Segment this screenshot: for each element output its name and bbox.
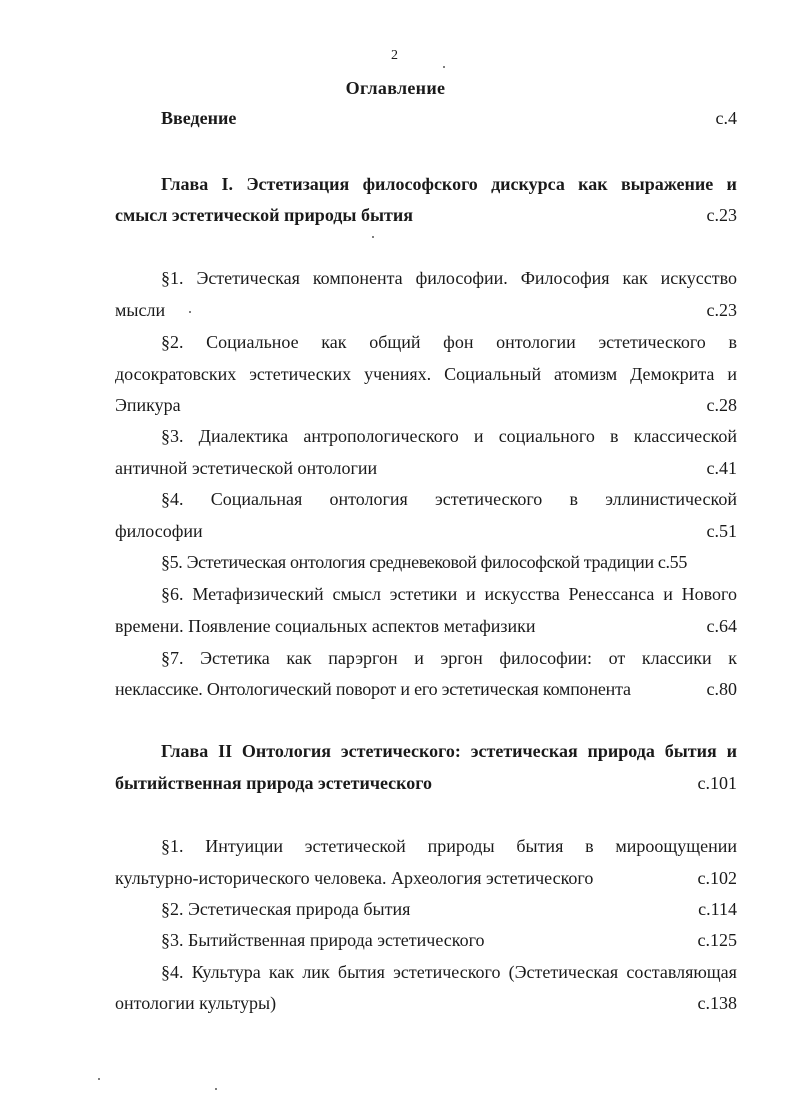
- toc-word: мироощущении: [615, 836, 737, 856]
- toc-word: составляющая: [626, 962, 737, 982]
- toc-entry-line: [161, 489, 737, 510]
- toc-word: Глава: [161, 174, 209, 194]
- toc-entry-introduction[interactable]: [161, 108, 737, 129]
- toc-word: Интуиции: [205, 836, 284, 856]
- toc-entry-label: Введение: [161, 108, 237, 128]
- toc-word: как: [286, 648, 312, 668]
- toc-word: дискурса: [491, 174, 565, 194]
- toc-word: Социальная: [210, 489, 303, 509]
- toc-word: и: [726, 174, 737, 194]
- toc-word: онтология: [329, 489, 408, 509]
- toc-page-number: с.23: [706, 300, 737, 320]
- toc-entry-line: [161, 332, 737, 353]
- toc-word: как: [622, 268, 648, 288]
- toc-word: смысл: [332, 584, 381, 604]
- page-title: Оглавление: [345, 78, 446, 98]
- toc-word: §2.: [161, 332, 184, 352]
- toc-entry-text: §3. Бытийственная природа эстетического: [161, 930, 485, 950]
- toc-word: эстетических: [249, 364, 352, 384]
- toc-entry-line: [161, 836, 737, 857]
- toc-word: Культура: [191, 962, 261, 982]
- toc-entry-section-1-2[interactable]: [115, 395, 737, 416]
- toc-entry-section-2-3[interactable]: [161, 930, 737, 951]
- toc-word: философского: [362, 174, 478, 194]
- toc-word: §6.: [161, 584, 184, 604]
- toc-word: в: [610, 426, 619, 446]
- toc-word: философии:: [499, 648, 593, 668]
- toc-page-number: с.138: [697, 993, 737, 1013]
- toc-entry-section-2-2[interactable]: [161, 899, 737, 920]
- toc-page-number: с.125: [697, 930, 737, 950]
- toc-word: и: [663, 584, 673, 604]
- toc-entry-chapter-1[interactable]: [115, 205, 737, 226]
- toc-word: искусства: [484, 584, 560, 604]
- toc-entry-text: философии: [115, 521, 203, 541]
- toc-word: бытия: [516, 836, 564, 856]
- toc-word: §7.: [161, 648, 184, 668]
- toc-word: и: [414, 648, 424, 668]
- toc-entry-line: [115, 364, 737, 385]
- toc-entry-section-2-1[interactable]: [115, 868, 737, 889]
- toc-entry-text: культурно-исторического человека. Археология эстетического: [115, 868, 594, 888]
- toc-word: выражение: [620, 174, 714, 194]
- scan-speck: [372, 236, 374, 238]
- toc-word: парэргон: [328, 648, 398, 668]
- toc-entry-line: [161, 584, 737, 605]
- toc-word: и: [473, 426, 484, 446]
- toc-word: эстетической: [304, 836, 406, 856]
- toc-word: эстетики: [389, 584, 458, 604]
- toc-word: Глава: [161, 741, 209, 761]
- toc-word: учениях.: [364, 364, 432, 384]
- toc-word: социального: [498, 426, 595, 446]
- toc-word: классики: [641, 648, 712, 668]
- toc-word: Эстетическая: [196, 268, 300, 288]
- chapter-heading-line2: бытийственная природа эстетического: [115, 773, 433, 793]
- toc-word: Метафизический: [192, 584, 324, 604]
- toc-word: искусство: [660, 268, 737, 288]
- toc-entry-line: [161, 962, 737, 983]
- toc-word: фон: [443, 332, 474, 352]
- toc-word: II: [218, 741, 233, 761]
- chapter-heading-line2: смысл эстетической природы бытия: [115, 205, 413, 225]
- toc-word: философии.: [415, 268, 508, 288]
- toc-word: Социальный: [444, 364, 542, 384]
- toc-entry-text: времени. Появление социальных аспектов метафизики: [115, 616, 536, 636]
- toc-word: как: [578, 174, 608, 194]
- scan-speck: [215, 1088, 217, 1090]
- toc-page-number: с.114: [698, 899, 737, 919]
- toc-word: эллинистической: [605, 489, 737, 509]
- toc-word: Ренессанса: [568, 584, 655, 604]
- toc-page-number: с.23: [706, 205, 737, 225]
- toc-word: как: [321, 332, 347, 352]
- toc-entry-text: неклассике. Онтологический поворот и его эстетическая компонента: [115, 679, 631, 699]
- toc-word: от: [608, 648, 626, 668]
- toc-word: §4.: [161, 489, 184, 509]
- toc-word: классической: [633, 426, 737, 446]
- toc-word: §4.: [161, 962, 184, 982]
- toc-entry-text: Эпикура: [115, 395, 181, 415]
- toc-word: досократовских: [115, 364, 237, 384]
- toc-word: бытия: [337, 962, 385, 982]
- toc-word: и: [727, 364, 737, 384]
- toc-word: в: [569, 489, 579, 509]
- toc-entry-section-2-4[interactable]: [115, 993, 737, 1014]
- toc-entry-text: мысли: [115, 300, 166, 320]
- toc-word: природа: [587, 741, 655, 761]
- toc-word: (Эстетическая: [508, 962, 619, 982]
- toc-word: Эстетизация: [246, 174, 350, 194]
- toc-entry-chapter-2[interactable]: [115, 773, 737, 794]
- toc-word: в: [728, 332, 737, 352]
- scan-speck: [98, 1078, 100, 1080]
- toc-word: компонента: [312, 268, 403, 288]
- toc-word: природы: [427, 836, 495, 856]
- toc-entry-section-1-6[interactable]: [115, 616, 737, 637]
- toc-entry-section-1-4[interactable]: [115, 521, 737, 542]
- toc-word: общий: [369, 332, 421, 352]
- toc-page-number: с.102: [697, 868, 737, 888]
- toc-word: атомизм: [554, 364, 618, 384]
- toc-page-number: с.64: [706, 616, 737, 636]
- toc-page-number: с.80: [706, 679, 737, 699]
- toc-word: эстетического: [434, 489, 543, 509]
- toc-word: Диалектика: [198, 426, 289, 446]
- toc-word: как: [268, 962, 295, 982]
- toc-page-number: с.28: [706, 395, 737, 415]
- toc-word: §1.: [161, 268, 184, 288]
- toc-word: I.: [221, 174, 234, 194]
- scan-speck: [189, 311, 191, 313]
- toc-word: антропологического: [303, 426, 459, 446]
- toc-entry-section-1-3[interactable]: [115, 458, 737, 479]
- toc-entry-line: [161, 268, 737, 289]
- toc-entry-section-1-7[interactable]: [115, 679, 737, 700]
- toc-word: Нового: [681, 584, 737, 604]
- toc-word: онтологии: [496, 332, 576, 352]
- toc-word: эстетического: [393, 962, 501, 982]
- toc-word: §1.: [161, 836, 184, 856]
- toc-word: Демокрита: [630, 364, 715, 384]
- chapter-heading-line1: [161, 741, 737, 762]
- toc-word: Философия: [520, 268, 610, 288]
- page-number: 2: [391, 48, 398, 63]
- toc-word: и: [466, 584, 476, 604]
- toc-word: к: [728, 648, 737, 668]
- toc-word: в: [585, 836, 594, 856]
- toc-word: эргон: [440, 648, 483, 668]
- toc-word: Эстетика: [200, 648, 270, 668]
- toc-page-number: с.101: [697, 773, 737, 793]
- toc-word: Онтология: [241, 741, 332, 761]
- toc-word: лик: [302, 962, 330, 982]
- toc-word: §3.: [161, 426, 184, 446]
- toc-word: эстетического:: [340, 741, 461, 761]
- toc-word: эстетическая: [470, 741, 578, 761]
- toc-page-number: с.51: [706, 521, 737, 541]
- toc-word: и: [726, 741, 737, 761]
- toc-entry-line: [161, 426, 737, 447]
- toc-entry-text: онтологии культуры): [115, 993, 277, 1013]
- chapter-heading-line1: [161, 174, 737, 195]
- toc-page-number: с.41: [706, 458, 737, 478]
- toc-word: Социальное: [206, 332, 299, 352]
- toc-word: эстетического: [598, 332, 706, 352]
- toc-entry-section-1-5[interactable]: §5. Эстетическая онтология средневековой философской традиции с.55: [161, 552, 687, 572]
- toc-word: бытия: [664, 741, 717, 761]
- toc-entry-text: античной эстетической онтологии: [115, 458, 378, 478]
- toc-entry-section-1-1[interactable]: [115, 300, 737, 321]
- toc-page-number: с.4: [715, 108, 737, 128]
- toc-entry-line: [161, 648, 737, 669]
- toc-entry-text: §2. Эстетическая природа бытия: [161, 899, 411, 919]
- scan-speck: [443, 66, 445, 68]
